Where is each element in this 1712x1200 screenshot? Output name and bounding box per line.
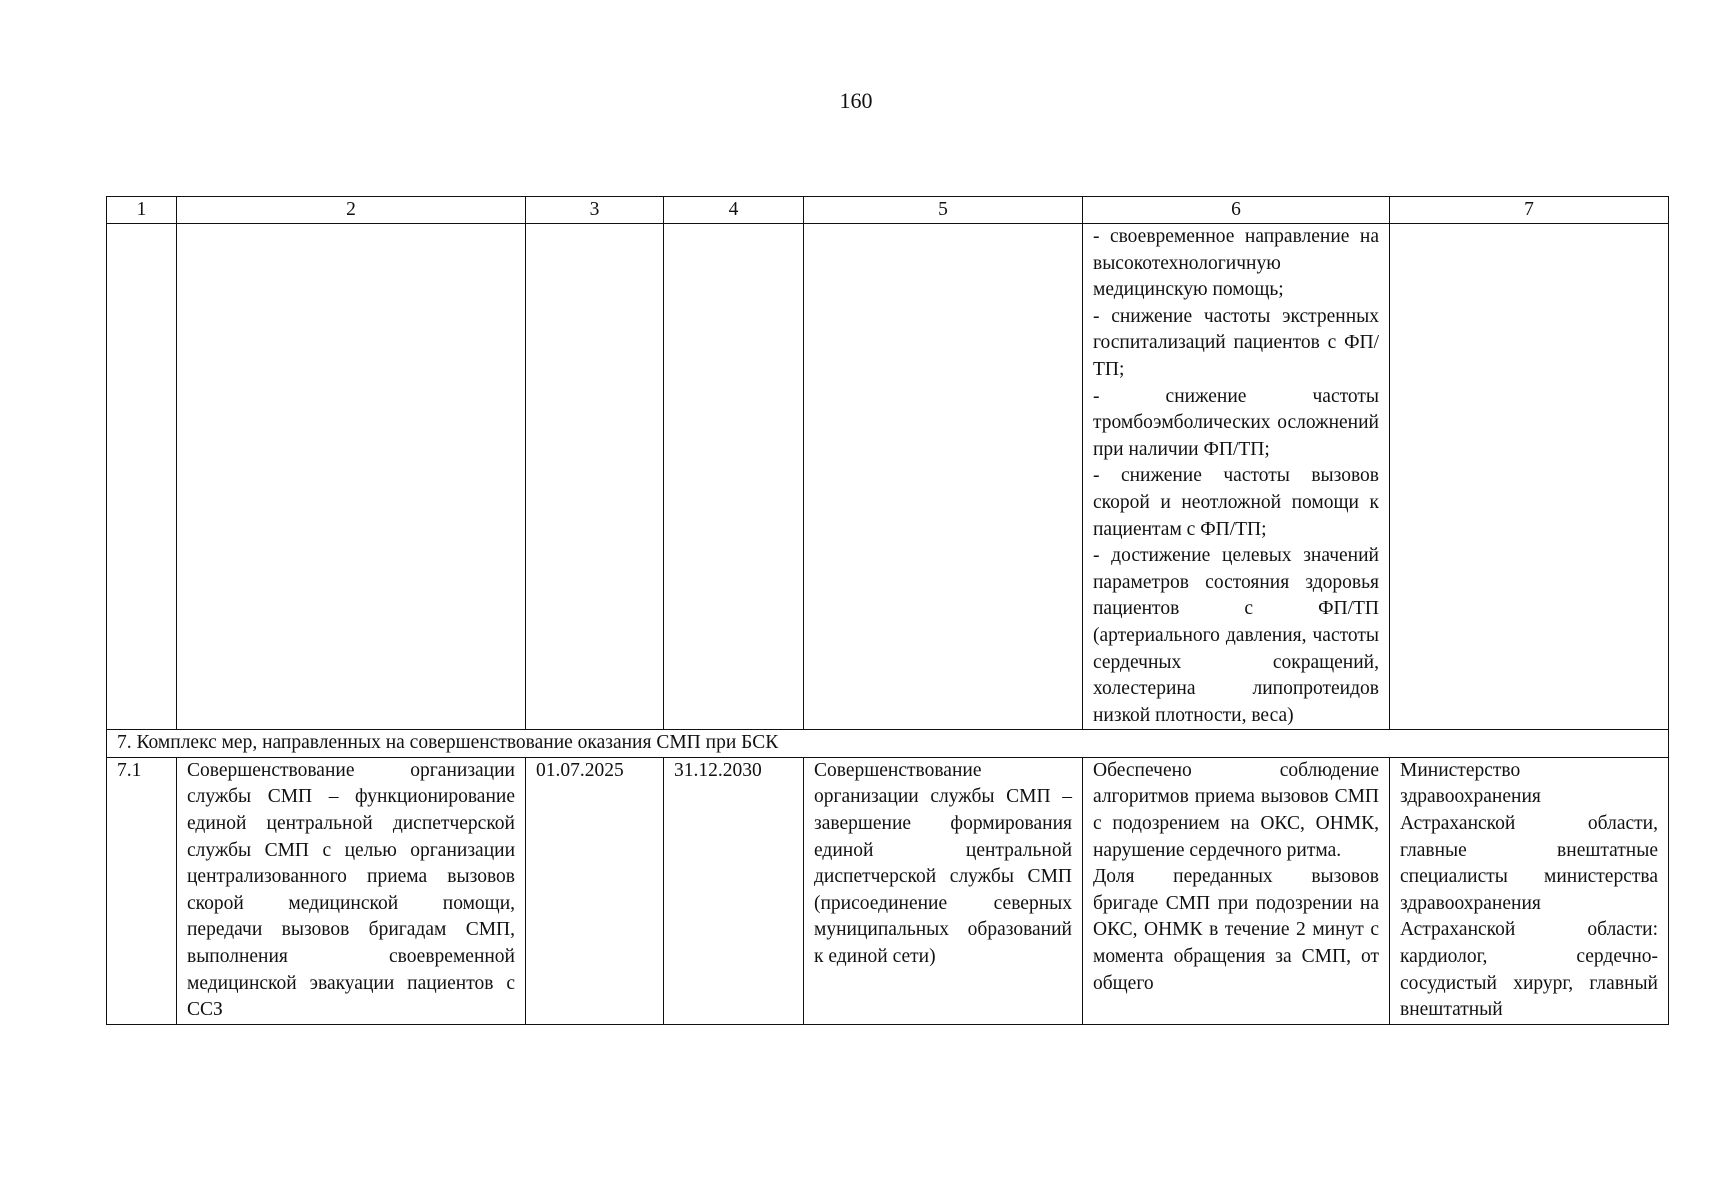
indicator-item: - снижение частоты вызовов скорой и неотложной помощи к пациентам с ФП/ТП;: [1093, 465, 1379, 540]
continuation-indicators-cell: [1083, 224, 1390, 730]
table-row: [107, 757, 1669, 1024]
indicator-item: Доля переданных вызовов бригаде СМП при подозрении на ОКС, ОНМК в течение 2 минут с момента обращения за СМП, от общего: [1093, 866, 1379, 994]
measures-table: [106, 196, 1669, 1025]
measure-cell: Совершенствование организации службы СМП – функционирование единой центральной диспетчерской службы СМП с целью организации централизованного приема вызовов скорой медицинской помощи, передачи вызовов бригадам СМП, выполнения своевременной медицинской эвакуации пациентов с ССЗ: [177, 757, 526, 1024]
indicator-item: - снижение частоты экстренных госпитализаций пациентов с ФП/ТП;: [1093, 305, 1379, 380]
column-header-1: 1: [107, 197, 177, 224]
result-cell: Совершенствование организации службы СМП – завершение формирования единой центральной диспетчерской службы СМП (присоединение северных муниципальных образований к единой сети): [804, 757, 1083, 1024]
start-date-cell: 01.07.2025: [526, 757, 664, 1024]
continuation-cell-3: [526, 224, 664, 730]
column-header-3: 3: [526, 197, 664, 224]
indicators-cell: [1083, 757, 1390, 1024]
column-header-7: 7: [1390, 197, 1669, 224]
continuation-cell-4: [664, 224, 804, 730]
column-header-5: 5: [804, 197, 1083, 224]
section-row: [107, 730, 1669, 758]
column-header-2: 2: [177, 197, 526, 224]
continuation-row: [107, 224, 1669, 730]
page-number: 160: [839, 88, 873, 113]
row-number: 7.1: [107, 757, 177, 1024]
section-title: 7. Комплекс мер, направленных на совершенствование оказания СМП при БСК: [107, 730, 1669, 758]
indicator-item: - своевременное направление на высокотехнологичную медицинскую помощь;: [1093, 226, 1379, 301]
end-date-cell: 31.12.2030: [664, 757, 804, 1024]
indicator-item: - достижение целевых значений параметров состояния здоровья пациентов с ФП/ТП (артериального давления, частоты сердечных сокращений, холестерина липопротеидов низкой плотности, веса): [1093, 545, 1379, 726]
continuation-cell-1: [107, 224, 177, 730]
header-row: [107, 197, 1669, 224]
column-header-6: 6: [1083, 197, 1390, 224]
continuation-cell-7: [1390, 224, 1669, 730]
column-header-4: 4: [664, 197, 804, 224]
indicator-item: - снижение частоты тромбоэмболических осложнений при наличии ФП/ТП;: [1093, 385, 1379, 460]
continuation-cell-2: [177, 224, 526, 730]
indicator-item: Обеспечено соблюдение алгоритмов приема вызовов СМП с подозрением на ОКС, ОНМК, нарушение сердечного ритма.: [1093, 759, 1379, 861]
continuation-cell-5: [804, 224, 1083, 730]
responsible-cell: Министерство здравоохранения Астраханской области, главные внештатные специалисты министерства здравоохранения Астраханской области: кардиолог, сердечно-сосудистый хирург, главный внештатный: [1390, 757, 1669, 1024]
